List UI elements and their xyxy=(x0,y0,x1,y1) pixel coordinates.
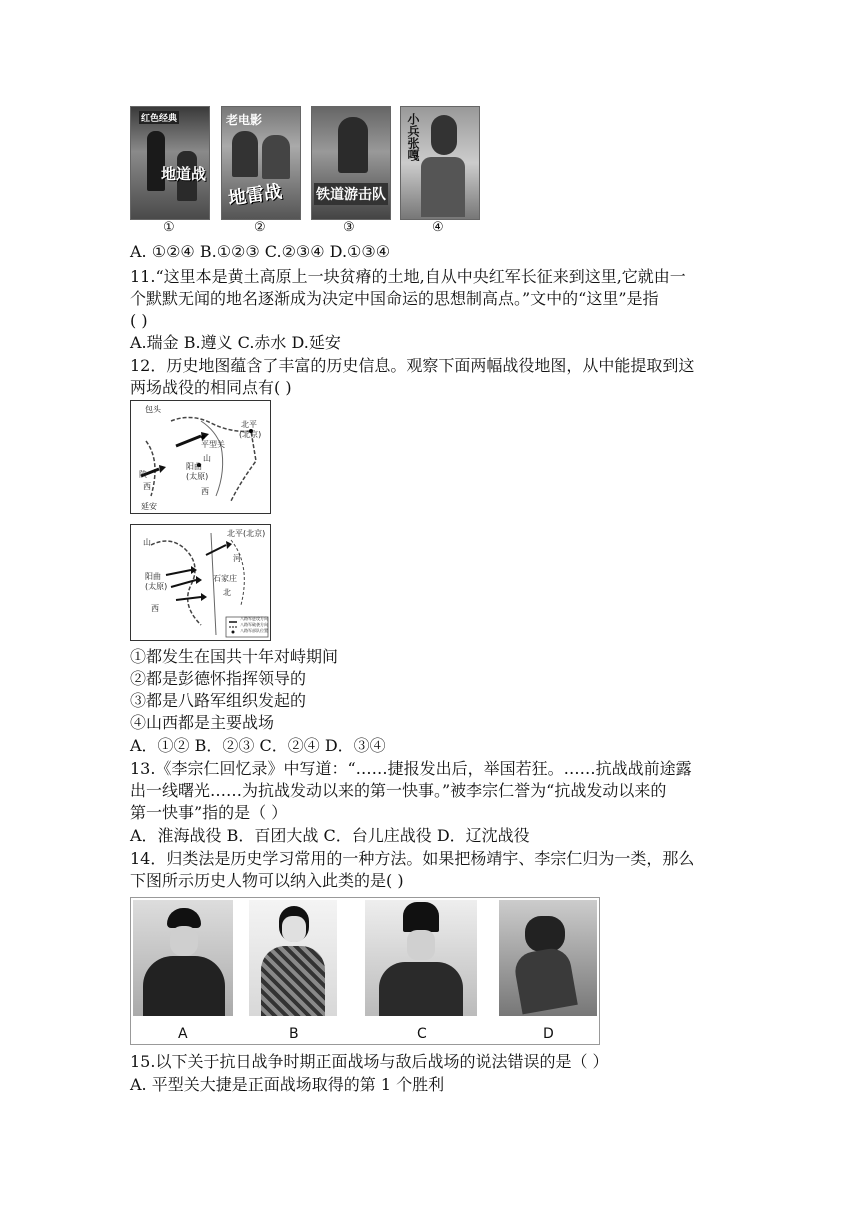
map-label: 阳曲 xyxy=(145,572,161,581)
photo-c xyxy=(365,900,477,1016)
q14-line-2: 下图所示历史人物可以纳入此类的是( ) xyxy=(130,871,404,890)
poster-figure xyxy=(431,115,457,155)
photo-caption-c: C xyxy=(417,1026,427,1042)
map-label: 延安 xyxy=(141,502,157,511)
battle-map-2 xyxy=(130,524,271,641)
q11-options: A.瑞金 B.遵义 C.赤水 D.延安 xyxy=(130,333,341,352)
portrait-body xyxy=(143,956,225,1016)
poster-figure xyxy=(421,157,465,217)
q13-line-1: 13.《李宗仁回忆录》中写道：“……捷报发出后，举国若狂。……抗战战前途露 xyxy=(130,759,692,778)
map-label: (太原) xyxy=(145,582,168,591)
poster-1 xyxy=(130,106,210,220)
q12-options: A．①② B．②③ C．②④ D．③④ xyxy=(130,736,386,755)
map-label: 陕 xyxy=(139,470,147,479)
photo-caption-d: D xyxy=(543,1026,554,1042)
q11-line-1: 11.“这里本是黄土高原上一块贫瘠的土地,自从中央红军长征来到这里,它就由一 xyxy=(130,267,686,286)
map-legend-item: 八路军部队位置 xyxy=(240,628,268,633)
map-label: 西 xyxy=(143,482,151,491)
photo-d xyxy=(499,900,597,1016)
q13-line-2: 出一线曙光……为抗战发动以来的第一快事。”被李宗仁誉为“抗战发动以来的 xyxy=(130,781,667,800)
portrait-body xyxy=(379,962,463,1016)
photo-caption-b: B xyxy=(289,1026,299,1042)
photo-caption-a: A xyxy=(178,1026,188,1042)
poster-title: 铁道游击队 xyxy=(314,183,388,205)
q15-option-a: A. 平型关大捷是正面战场取得的第 1 个胜利 xyxy=(130,1075,445,1094)
poster-title: 小兵张嘎 xyxy=(406,113,420,161)
poster-title: 地雷战 xyxy=(227,181,284,210)
portrait-face xyxy=(407,930,435,960)
q15-line-1: 15.以下关于抗日战争时期正面战场与敌后战场的说法错误的是（ ） xyxy=(130,1052,609,1071)
q13-options: A．淮海战役 B．百团大战 C．台儿庄战役 D．辽沈战役 xyxy=(130,826,530,845)
map-legend-item: 八路军破袭方向 xyxy=(240,622,268,627)
map-label: 北 xyxy=(223,588,231,597)
poster-label-1: ① xyxy=(163,220,175,235)
map-legend-item: 八路军进攻方向 xyxy=(240,616,268,621)
q12-item-3: ③都是八路军组织发起的 xyxy=(130,691,307,710)
poster-label-2: ② xyxy=(254,220,266,235)
map-label: (太原) xyxy=(186,472,209,481)
q10-options: A. ①②④ B.①②③ C.②③④ D.①③④ xyxy=(130,242,391,261)
portrait-head xyxy=(167,908,201,928)
q12-item-4: ④山西都是主要战场 xyxy=(130,713,275,732)
portrait-hat xyxy=(403,902,439,932)
photo-b xyxy=(249,900,337,1016)
portrait-body xyxy=(512,946,578,1015)
q12-item-1: ①都发生在国共十年对峙期间 xyxy=(130,647,339,666)
portrait-face xyxy=(282,916,306,942)
map-label: 北平(北京) xyxy=(227,529,266,538)
poster-top-text: 老电影 xyxy=(226,113,263,127)
poster-2 xyxy=(221,106,301,220)
map-label: 包头 xyxy=(145,405,161,414)
portrait-face xyxy=(170,926,198,956)
q12-line-2: 两场战役的相同点有( ) xyxy=(130,378,292,397)
map-label: 河 xyxy=(233,554,241,563)
map-label: 石家庄 xyxy=(213,574,237,583)
poster-figure xyxy=(232,131,258,177)
poster-label-4: ④ xyxy=(432,220,444,235)
q13-line-3: 第一快事”指的是（ ） xyxy=(130,803,288,822)
map-label: 平型关 xyxy=(201,440,225,449)
map-label: (北京) xyxy=(239,430,262,439)
q14-line-1: 14．归类法是历史学习常用的一种方法。如果把杨靖宇、李宗仁归为一类，那么 xyxy=(130,849,695,868)
poster-3 xyxy=(311,106,391,220)
map-label: 西 xyxy=(151,604,159,613)
q12-item-2: ②都是彭德怀指挥领导的 xyxy=(130,669,307,688)
map-label: 山 xyxy=(203,454,211,463)
poster-figure xyxy=(338,117,368,173)
q12-line-1: 12．历史地图蕴含了丰富的历史信息。观察下面两幅战役地图，从中能提取到这 xyxy=(130,356,695,375)
portrait-body xyxy=(261,946,325,1016)
photo-a xyxy=(133,900,233,1016)
q11-line-3: ( ) xyxy=(130,311,148,330)
historical-figures-photos xyxy=(130,897,600,1045)
poster-top-text: 红色经典 xyxy=(139,111,179,124)
map-label: 北平 xyxy=(241,420,257,429)
map-label: 山 xyxy=(143,538,151,547)
poster-title: 地道战 xyxy=(161,165,207,183)
poster-label-3: ③ xyxy=(343,220,355,235)
poster-4 xyxy=(400,106,480,220)
battle-map-1 xyxy=(130,400,271,514)
poster-figure xyxy=(262,135,290,179)
q11-line-2: 个默默无闻的地名逐渐成为决定中国命运的思想制高点。”文中的“这里”是指 xyxy=(130,289,659,308)
map-label: 阳曲 xyxy=(186,462,202,471)
portrait-figure xyxy=(525,916,565,952)
map-label: 西 xyxy=(201,487,209,496)
